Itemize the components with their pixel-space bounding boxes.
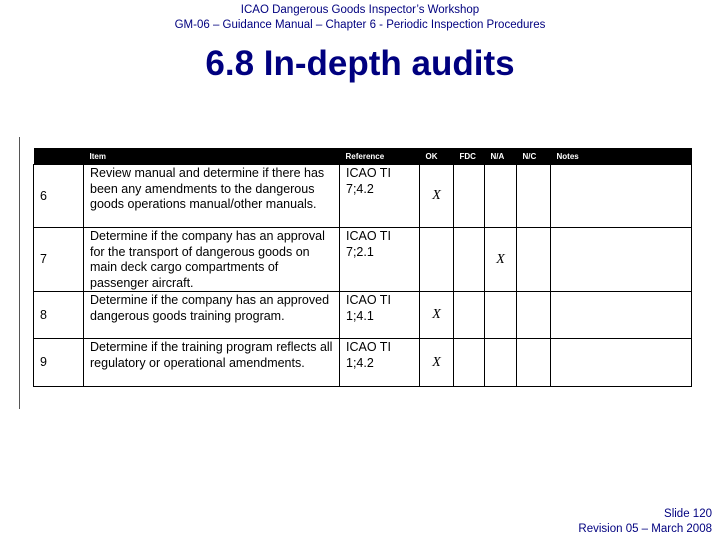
header-line-1: ICAO Dangerous Goods Inspector’s Workshop (240, 4, 480, 16)
row-ok-cell: X (420, 165, 454, 228)
row-reference: ICAO TI 7;4.2 (340, 165, 420, 228)
revision-label: Revision 05 – March 2008 (578, 523, 712, 535)
row-number: 8 (34, 292, 84, 339)
column-header-nc: N/C (517, 148, 551, 165)
column-header-number (34, 148, 84, 165)
row-notes-cell (551, 339, 692, 387)
row-nc-cell (517, 292, 551, 339)
row-nc-cell (517, 165, 551, 228)
row-item: Determine if the training program reflects all regulatory or operational amendments. (84, 339, 340, 387)
page-title: 6.8 In-depth audits (205, 44, 515, 83)
table-row (34, 292, 692, 339)
row-na-cell: X (485, 228, 517, 292)
row-ok-cell (420, 228, 454, 292)
slide-header (0, 3, 720, 33)
left-divider (19, 137, 20, 409)
row-na-cell (485, 339, 517, 387)
slide-footer (578, 507, 712, 537)
row-number: 6 (34, 165, 84, 228)
column-header-reference: Reference (340, 148, 420, 165)
row-na-cell (485, 165, 517, 228)
slide-number: Slide 120 (664, 508, 712, 520)
table-row (34, 339, 692, 387)
row-item: Determine if the company has an approved dangerous goods training program. (84, 292, 340, 339)
row-nc-cell (517, 339, 551, 387)
row-notes-cell (551, 165, 692, 228)
table-header-row (34, 148, 692, 165)
row-reference: ICAO TI 7;2.1 (340, 228, 420, 292)
row-nc-cell (517, 228, 551, 292)
row-fdc-cell (454, 228, 485, 292)
row-notes-cell (551, 292, 692, 339)
row-notes-cell (551, 228, 692, 292)
column-header-na: N/A (485, 148, 517, 165)
row-ok-cell: X (420, 339, 454, 387)
row-reference: ICAO TI 1;4.2 (340, 339, 420, 387)
table-row (34, 165, 692, 228)
row-item: Review manual and determine if there has been any amendments to the dangerous goods operations manual/other manuals. (84, 165, 340, 228)
header-line-2: GM-06 – Guidance Manual – Chapter 6 - Periodic Inspection Procedures (174, 19, 546, 31)
column-header-fdc: FDC (454, 148, 485, 165)
row-reference: ICAO TI 1;4.1 (340, 292, 420, 339)
row-number: 9 (34, 339, 84, 387)
row-ok-cell: X (420, 292, 454, 339)
row-fdc-cell (454, 292, 485, 339)
column-header-ok: OK (420, 148, 454, 165)
column-header-notes: Notes (551, 148, 692, 165)
row-fdc-cell (454, 165, 485, 228)
row-na-cell (485, 292, 517, 339)
column-header-item: Item (84, 148, 340, 165)
row-item: Determine if the company has an approval for the transport of dangerous goods on main deck cargo compartments of passenger aircraft. (84, 228, 340, 292)
table-row (34, 228, 692, 292)
audit-table (33, 148, 692, 387)
row-number: 7 (34, 228, 84, 292)
row-fdc-cell (454, 339, 485, 387)
